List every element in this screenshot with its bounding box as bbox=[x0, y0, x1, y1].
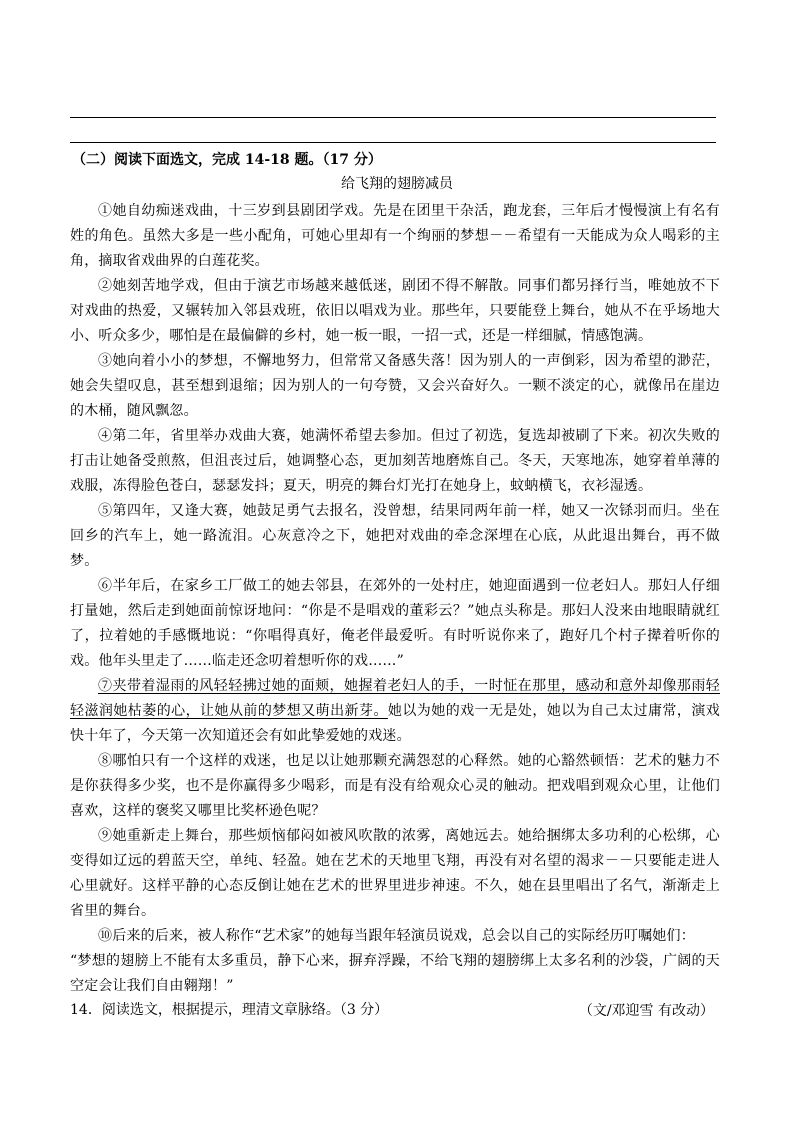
paragraph-4: ④第二年，省里举办戏曲大赛，她满怀希望去参加。但过了初选，复选却被刷了下来。初次失败的打击让她备受煎熬，但沮丧过后，她调整心态，更加刻苦地磨炼自己。冬天，天寒地冻，她穿着单薄的戏服，冻得脸色苍白，瑟瑟发抖；夏天，明亮的舞台灯光打在她身上，蚊蚋横飞，衣衫湿透。 bbox=[70, 428, 720, 494]
header-rule-top bbox=[70, 117, 716, 118]
paragraph-10: ⑩后来的后来，被人称作“艺术家”的她每当跟年轻演员说戏，总会以自己的实际经历叮嘱她们： bbox=[98, 928, 695, 944]
question-14: 14．阅读选文，根据提示，理清文章脉络。（3 分） bbox=[70, 1002, 389, 1018]
article-title: 给飞翔的翅膀减员 bbox=[341, 176, 453, 192]
paragraph-2: ②她刻苦地学戏，但由于演艺市场越来越低迷，剧团不得不解散。同事们都另择行当，唯她放不下对戏曲的热爱，又辗转加入邻县戏班，依旧以唱戏为业。那些年，只要能登上舞台，她从不在乎场地大小、听众多少，哪怕是在最偏僻的乡村，她一板一眼，一招一式，还是一样细腻，情感饱满。 bbox=[70, 278, 720, 344]
paragraph-7-rest: 她以为她的戏一无是处，她以为自己太过庸常，演戏快十年了，今天第一次知道还会有如此挚爱她的戏迷。 bbox=[70, 703, 720, 744]
paragraph-7-underlined-sentence: ⑦夹带着湿雨的风轻轻拂过她的面颊，她握着老妇人的手，一时怔在那里，感动和意外却像那雨轻轻滋润她枯萎的心，让她从前的梦想又萌出新芽。 bbox=[70, 678, 720, 719]
paragraph-6: ⑥半年后，在家乡工厂做工的她去邻县，在郊外的一处村庄，她迎面遇到一位老妇人。那妇人仔细打量她，然后走到她面前惊讶地问：“你是不是唱戏的董彩云？”她点头称是。那妇人没来由地眼睛就红了，拉着她的手感慨地说：“你唱得真好，俺老伴最爱听。有时听说你来了，跑好几个村子撵着听你的戏。他年头里走了……临走还念叨着想听你的戏……” bbox=[70, 578, 720, 669]
paragraph-3: ③她向着小小的梦想，不懈地努力，但常常又备感失落！因为别人的一声倒彩，因为希望的渺茫，她会失望叹息，甚至想到退缩；因为别人的一句夸赞，又会兴奋好久。一颗不淡定的心，就像吊在崖边的木桶，随风飘忽。 bbox=[70, 353, 720, 419]
paragraph-8: ⑧哪怕只有一个这样的戏迷，也足以让她那颗充满怨怼的心释然。她的心豁然顿悟：艺术的魅力不是你获得多少奖，也不是你赢得多少喝彩，而是有没有给观众心灵的触动。把戏唱到观众心里，让他们喜欢，这样的褒奖又哪里比奖杯逊色呢？ bbox=[70, 753, 720, 819]
paragraph-5: ⑤第四年，又逢大赛，她鼓足勇气去报名，没曾想，结果同两年前一样，她又一次铩羽而归。坐在回乡的汽车上，她一路流泪。心灰意冷之下，她把对戏曲的牵念深埋在心底，从此退出舞台，再不做梦。 bbox=[70, 503, 720, 569]
header-rule-bottom bbox=[70, 142, 716, 143]
attribution: （文/邓迎雪 有改动） bbox=[578, 1003, 714, 1019]
article-body bbox=[70, 199, 720, 1024]
paragraph-9: ⑨她重新走上舞台，那些烦恼郁闷如被风吹散的浓雾，离她远去。她给捆绑太多功利的心松绑，心变得如辽远的碧蓝天空，单纯、轻盈。她在艺术的天地里飞翔，再没有对名望的渴求－－只要能走进人心里就好。这样平静的心态反倒让她在艺术的世界里进步神速。不久，她在县里唱出了名气，渐渐走上省里的舞台。 bbox=[70, 828, 720, 919]
section-heading: （二）阅读下面选文，完成 14-18 题。（17 分） bbox=[72, 152, 382, 168]
paragraph-7 bbox=[70, 674, 720, 749]
paragraph-10-quote: “梦想的翅膀上不能有太多重员，静下心来，摒弃浮躁，不给飞翔的翅膀绑上太多名利的沙袋，广阔的天空定会让我们自由翱翔！” bbox=[70, 953, 720, 994]
paragraph-1: ①她自幼痴迷戏曲，十三岁到县剧团学戏。先是在团里干杂活，跑龙套，三年后才慢慢演上有名有姓的角色。虽然大多是一些小配角，可她心里却有一个绚丽的梦想－－希望有一天能成为众人喝彩的主角，摘取省戏曲界的白莲花奖。 bbox=[70, 203, 720, 269]
